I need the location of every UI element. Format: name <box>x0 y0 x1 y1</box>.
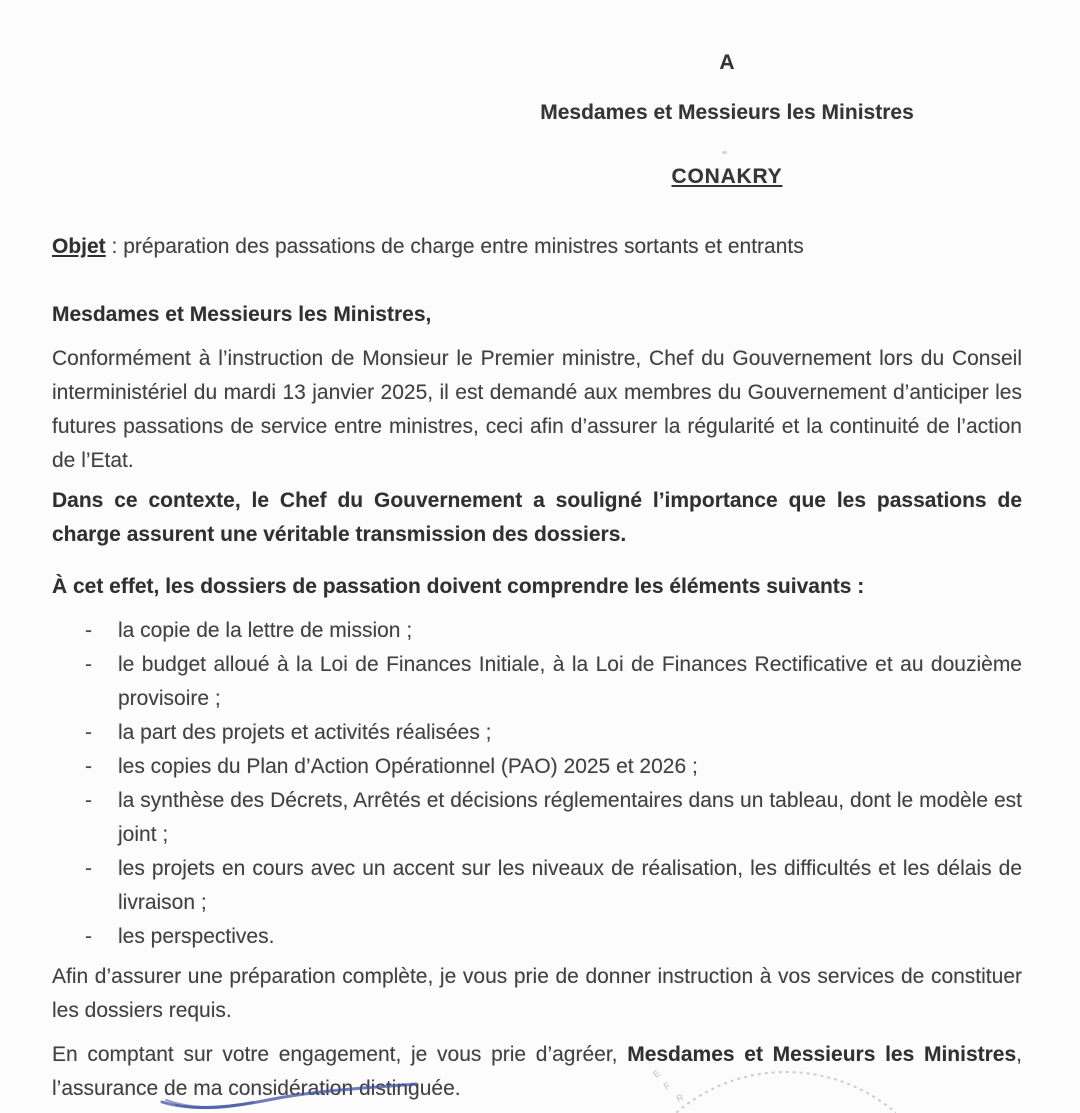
seal-letter: E <box>651 1067 662 1080</box>
list-item-text: les projets en cours avec un accent sur les niveaux de réalisation, les difficultés et les délais de livraison ; <box>118 857 1022 914</box>
letter-content <box>0 230 1080 1106</box>
dash-bullet-icon: - <box>85 789 92 812</box>
list-item-text: le budget alloué à la Loi de Finances Initiale, à la Loi de Finances Rectificative et au douzième provisoire ; <box>118 653 1022 710</box>
address-recipient: Mesdames et Messieurs les Ministres <box>540 101 914 124</box>
paragraph-context: Dans ce contexte, le Chef du Gouvernement a souligné l’importance que les passations de charge assurent une véritable transmission des dossiers. <box>52 489 1022 546</box>
scan-speck <box>722 151 727 154</box>
list-item <box>52 920 1022 954</box>
closing-addressee-bold: Mesdames et Messieurs les Ministres <box>627 1043 1017 1066</box>
paragraph-list-intro: À cet effet, les dossiers de passation doivent comprendre les éléments suivants : <box>52 575 865 598</box>
dash-bullet-icon: - <box>85 925 92 948</box>
closing-text-end: , l’assurance de ma considération distinguée. <box>52 1043 1022 1100</box>
address-to-label: A <box>719 51 735 74</box>
list-item <box>52 716 1022 750</box>
dash-bullet-icon: - <box>85 721 92 744</box>
dash-bullet-icon: - <box>85 619 92 642</box>
list-item <box>52 852 1022 920</box>
paragraph-instruction: Conformément à l’instruction de Monsieur le Premier ministre, Chef du Gouvernement lors du Conseil interministériel du mardi 13 janvier 2025, il est demandé aux membres du Gouvernement d’anticiper les futures passations de service entre ministres, ceci afin d’assurer la régularité et la continuité de l’action de l’Etat. <box>52 347 1022 472</box>
list-item <box>52 648 1022 716</box>
salutation: Mesdames et Messieurs les Ministres, <box>52 303 432 326</box>
address-city: CONAKRY <box>671 165 783 188</box>
list-item-text: la part des projets et activités réalisées ; <box>118 721 492 744</box>
dash-bullet-icon: - <box>85 755 92 778</box>
list-item <box>52 750 1022 784</box>
list-item <box>52 784 1022 852</box>
list-item-text: la copie de la lettre de mission ; <box>118 619 413 642</box>
closing-text-start: En comptant sur votre engagement, je vous prie d’agréer, <box>52 1043 628 1066</box>
dash-bullet-icon: - <box>85 857 92 880</box>
paragraph-request: Afin d’assurer une préparation complète, je vous prie de donner instruction à vos services de constituer les dossiers requis. <box>52 965 1022 1022</box>
list-item <box>52 614 1022 648</box>
subject-line <box>52 230 1022 264</box>
subject-label: Objet <box>52 235 106 258</box>
list-item-text: la synthèse des Décrets, Arrêtés et décisions réglementaires dans un tableau, dont le modèle est joint ; <box>118 789 1022 846</box>
closing-paragraph <box>52 1038 1022 1106</box>
dossier-items-list <box>52 614 1022 954</box>
subject-separator: : <box>105 235 124 258</box>
address-block <box>374 0 1080 194</box>
seal-letter: F <box>662 1080 672 1092</box>
list-item-text: les perspectives. <box>118 925 275 948</box>
seal-letter: R <box>675 1092 685 1104</box>
list-item-text: les copies du Plan d’Action Opérationnel (PAO) 2025 et 2026 ; <box>118 755 698 778</box>
dash-bullet-icon: - <box>85 653 92 676</box>
subject-text: préparation des passations de charge entre ministres sortants et entrants <box>123 235 804 258</box>
